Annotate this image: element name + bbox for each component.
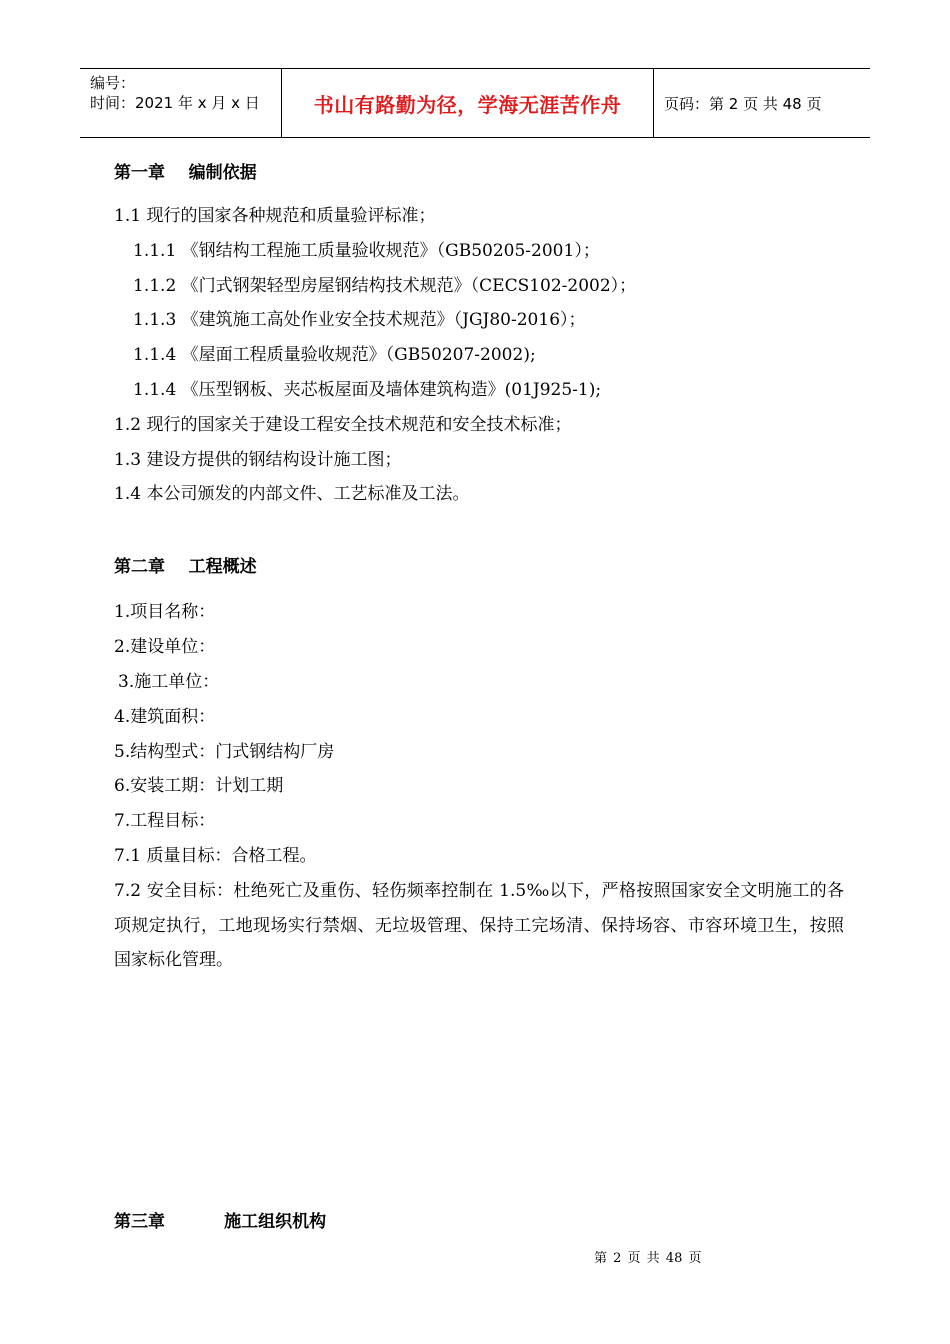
header-page-info: 页码：第 2 页 共 48 页: [664, 94, 822, 113]
ch2-item-3: 3.施工单位：: [118, 672, 220, 692]
ch2-item-7-2: 7.2 安全目标：杜绝死亡及重伤、轻伤频率控制在 1.5‰以下，严格按照国家安全文明施工的各项规定执行，工地现场实行禁烟、无垃圾管理、保持工完场清、保持场容、市容环境卫生，按照国家标化管理。: [114, 881, 844, 970]
header-meta: [80, 69, 282, 137]
chapter1-title: 第一章 编制依据: [114, 163, 257, 183]
ch2-item-4: 4.建筑面积：: [114, 707, 216, 727]
ch1-item-1-3: 1.3 建设方提供的钢结构设计施工图；: [114, 450, 402, 470]
ch1-item-1-4: 1.4 本公司颁发的内部文件、工艺标准及工法。: [114, 484, 470, 504]
ch2-item-2: 2.建设单位：: [114, 637, 216, 657]
motto-text: 书山有路勤为径，学海无涯苦作舟: [313, 92, 622, 117]
ch1-item-1-1-1: 1.1.1 《钢结构工程施工质量验收规范》（GB50205-2001）；: [133, 241, 600, 261]
ch1-item-1-2: 1.2 现行的国家关于建设工程安全技术规范和安全技术标准；: [114, 415, 572, 435]
ch2-item-6: 6.安装工期：计划工期: [114, 776, 284, 796]
header-page-cell: [654, 69, 870, 137]
ch1-item-1-1-3: 1.1.3 《建筑施工高处作业安全技术规范》（JGJ80-2016）；: [133, 310, 586, 330]
page-footer: 第 2 页 共 48 页: [594, 1251, 702, 1266]
ch2-item-7-1: 7.1 质量目标：合格工程。: [114, 846, 317, 866]
ch1-item-1-1-2: 1.1.2 《门式钢架轻型房屋钢结构技术规范》（CECS102-2002）；: [133, 276, 637, 296]
chapter2-title: 第二章 工程概述: [114, 557, 257, 577]
ch2-item-7: 7.工程目标：: [114, 811, 216, 831]
time-label: 时间：2021 年 x 月 x 日: [90, 94, 260, 112]
ch2-item-1: 1.项目名称：: [114, 602, 216, 622]
ch1-item-1-1: 1.1 现行的国家各种规范和质量验评标准；: [114, 206, 436, 226]
ch1-item-1-1-4b: 1.1.4 《压型钢板、夹芯板屋面及墙体建筑构造》(01J925-1);: [133, 380, 602, 400]
header-motto-cell: [282, 69, 654, 137]
ch1-item-1-1-4a: 1.1.4 《屋面工程质量验收规范》（GB50207-2002);: [133, 345, 536, 365]
number-label: 编号：: [90, 74, 136, 92]
chapter3-title: 第三章 施工组织机构: [114, 1212, 327, 1232]
ch2-item-5: 5.结构型式：门式钢结构厂房: [114, 742, 335, 762]
document-header: [80, 68, 870, 138]
